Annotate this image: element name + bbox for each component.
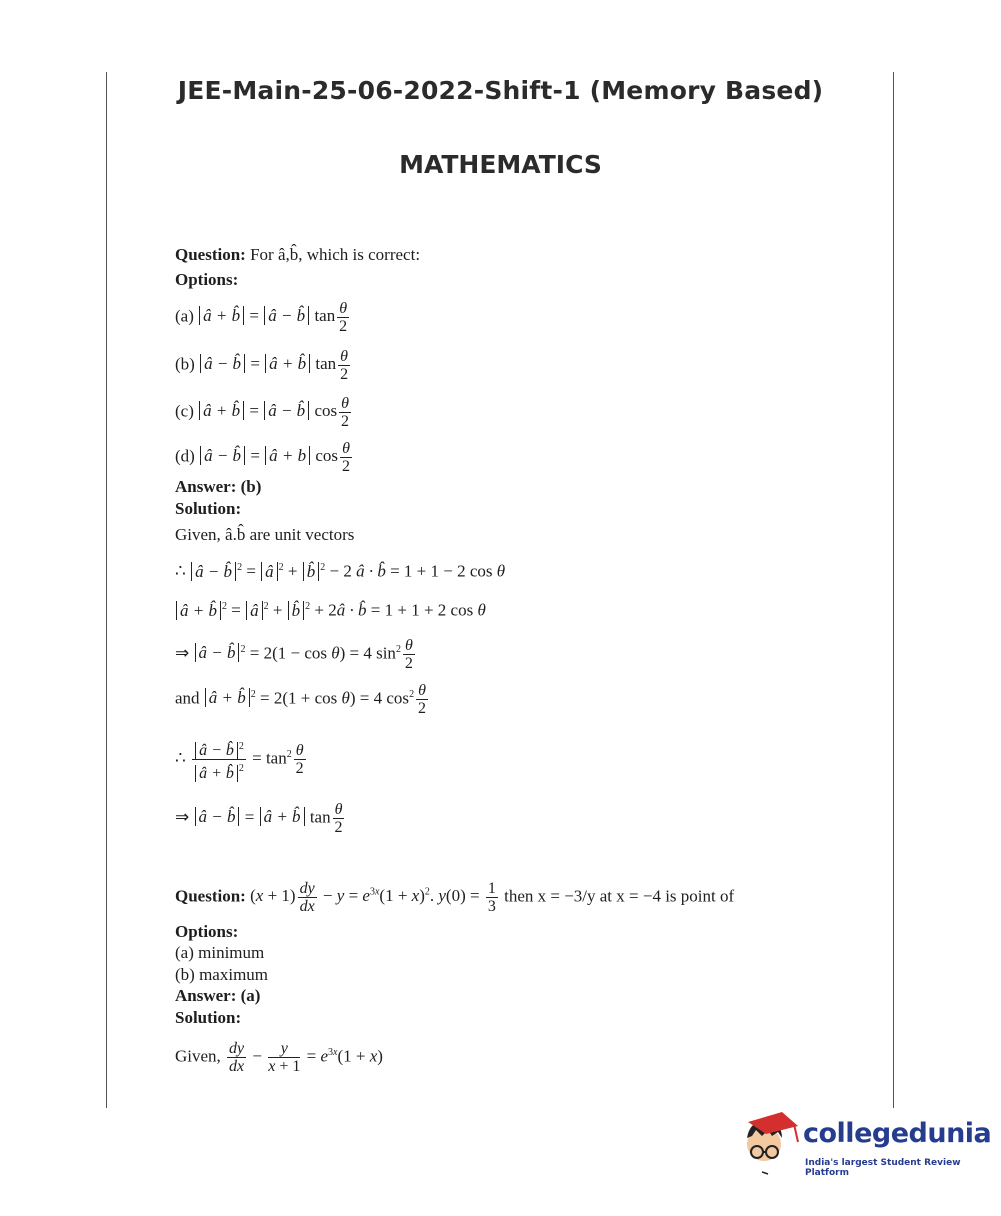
q2-given-word: Given, <box>175 1046 221 1066</box>
q1-option-b-label: (b) <box>175 354 195 374</box>
left-margin-rule <box>106 72 107 1108</box>
q1-option-a-math: â + b̂ = â − b̂ tan $\frac{\theta}{2}$ <box>198 306 351 325</box>
q1-step-2: â + b̂ $^2$ = â $^2$ + b̂ $^2$ + 2â · b̂ = 1 + 1 + 2 cos θ <box>175 597 486 621</box>
q2-question <box>175 880 734 915</box>
q2-answer: Answer: (a) <box>175 986 261 1005</box>
q1-option-b <box>175 348 352 383</box>
q1-option-c-label: (c) <box>175 401 194 421</box>
q1-solution-intro: Given, â.b̂ are unit vectors <box>175 525 355 544</box>
q1-question-text: For â,b̂, which is correct: <box>250 245 421 264</box>
q1-answer: Answer: (b) <box>175 477 262 496</box>
q1-step-6: ⇒ â − b̂ = â + b̂ tan $\frac{\theta}{2}$ <box>175 801 343 836</box>
q1-option-c <box>175 395 353 430</box>
q2-solution-step-1: Given, $\frac{dy}{dx}$ − $\frac{y}{x + 1}$ = $e^{3x}(1 + x)$ <box>175 1040 383 1075</box>
brand-name: collegedunia <box>803 1118 992 1149</box>
q1-options-label: Options: <box>175 270 239 289</box>
subject-title: MATHEMATICS <box>399 150 602 179</box>
q1-option-d-label: (d) <box>175 446 195 466</box>
q2-option-b: (b) maximum <box>175 965 269 984</box>
brand-tagline: India's largest Student Review Platform <box>805 1158 961 1178</box>
q1-step-5: ∴ $\frac{â - b̂ ^2}{â + b̂ ^2}$ = $\tan^2$ $\frac{\theta}{2}$ <box>175 738 308 782</box>
q2-question-tail: then x = −3/y at x = −4 is point of <box>504 886 735 906</box>
q1-and-word: and <box>175 688 200 708</box>
q1-option-b-math: â − b̂ = â + b̂ tan $\frac{\theta}{2}$ <box>199 354 352 373</box>
exam-title: JEE-Main-25-06-2022-Shift-1 (Memory Based) <box>177 76 824 105</box>
q2-equation: (x + 1) $\frac{dy}{dx}$ − $y = e^{3x}(1 + x)^2$. y(0) = $\frac{1}{3}$ <box>250 880 496 915</box>
q1-option-a <box>175 300 351 335</box>
q1-option-c-math: â + b̂ = â − b̂ cos $\frac{\theta}{2}$ <box>198 401 353 420</box>
q2-solution-label: Solution: <box>175 1008 242 1027</box>
q1-step-3: ⇒ â − b̂ $^2$ = 2(1 − cos θ) = 4 $\sin^2$ $\frac{\theta}{2}$ <box>175 637 413 672</box>
q1-option-d <box>175 440 354 475</box>
q1-option-d-math: â − b̂ = â + b cos $\frac{\theta}{2}$ <box>199 446 354 465</box>
right-margin-rule <box>893 72 894 1108</box>
q1-solution-label: Solution: <box>175 499 242 518</box>
q1-question-label: Question: <box>175 245 246 264</box>
q1-step-4: and â + b̂ $^2$ = 2(1 + cos θ) = 4 $\cos^2$ $\frac{\theta}{2}$ <box>175 682 426 717</box>
q2-option-a: (a) minimum <box>175 943 265 962</box>
q1-question <box>175 245 420 265</box>
q2-options-label: Options: <box>175 922 239 941</box>
q2-question-label: Question: <box>175 886 246 906</box>
q1-option-a-label: (a) <box>175 306 194 326</box>
q1-step-1: ∴ â − b̂ $^2$ = â $^2$ + b̂ $^2$ − 2 â · b̂ = 1 + 1 − 2 cos θ <box>175 561 506 581</box>
